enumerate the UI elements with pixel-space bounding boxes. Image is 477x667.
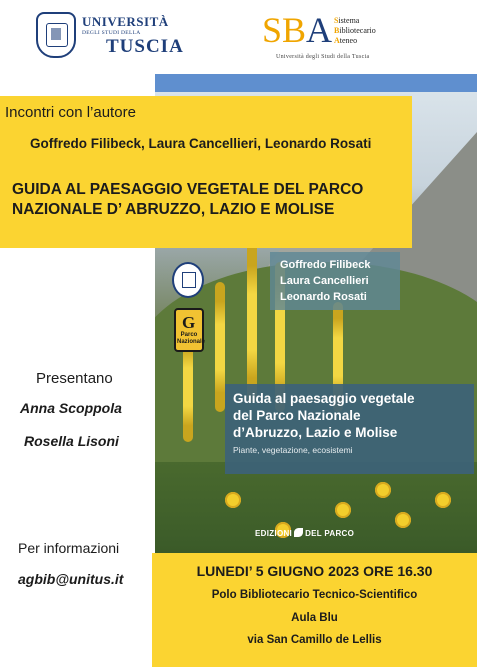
- park-logo-text: Parco Nazionale: [177, 332, 206, 345]
- presenter-name: Rosella Lisoni: [24, 433, 119, 449]
- event-title-line: GUIDA AL PAESAGGIO VEGETALE DEL PARCO: [12, 181, 364, 198]
- mullein-flower-spike: [247, 242, 257, 402]
- flower: [225, 492, 241, 508]
- venue-address: via San Camillo de Lellis: [247, 634, 382, 646]
- blue-accent-bar: [155, 74, 477, 92]
- venue-room: Aula Blu: [291, 612, 338, 624]
- cover-title-line: d’Abruzzo, Lazio e Molise: [233, 425, 398, 440]
- cover-author: Laura Cancellieri: [280, 275, 369, 287]
- cover-title-line: del Parco Nazionale: [233, 408, 361, 423]
- university-seal-icon: [36, 12, 76, 58]
- event-title: [12, 180, 363, 220]
- leaf-icon: [294, 528, 303, 537]
- event-series: Incontri con l’autore: [5, 104, 136, 121]
- cover-author: Leonardo Rosati: [280, 291, 367, 303]
- presenters-label: Presentano: [36, 370, 113, 387]
- contact-email-link[interactable]: agbib@unitus.it: [18, 571, 124, 587]
- event-title-line: NAZIONALE D’ ABRUZZO, LAZIO E MOLISE: [12, 201, 335, 218]
- mullein-flower-spike: [215, 282, 225, 412]
- presenter-name: Anna Scoppola: [20, 400, 122, 416]
- venue-place: Polo Bibliotecario Tecnico-Scientifico: [211, 589, 418, 601]
- sba-words: Sistema Bibliotecario Ateneo: [334, 16, 376, 45]
- cover-subtitle: Piante, vegetazione, ecosistemi: [233, 445, 353, 455]
- sba-footer: Università degli Studi della Tuscia: [276, 54, 370, 60]
- flower: [435, 492, 451, 508]
- park-logo: [174, 308, 204, 352]
- park-logo-glyph: G: [182, 313, 196, 332]
- cover-authors: [270, 252, 400, 310]
- cover-title-box: [225, 384, 474, 474]
- event-datetime: LUNEDI’ 5 GIUGNO 2023 ORE 16.30: [196, 563, 433, 579]
- event-authors: Goffredo Filibeck, Laura Cancellieri, Leonardo Rosati: [30, 136, 372, 151]
- flower: [395, 512, 411, 528]
- cover-university-seal-icon: [172, 262, 204, 298]
- university-logo: [36, 12, 184, 58]
- university-subtitle: DEGLI STUDI DELLA: [82, 30, 141, 36]
- university-name: UNIVERSITÀ: [82, 14, 169, 29]
- sba-letter-s: S: [262, 10, 283, 50]
- cover-author: Goffredo Filibeck: [280, 259, 371, 271]
- sba-monogram: [262, 10, 332, 50]
- flower: [375, 482, 391, 498]
- flower: [335, 502, 351, 518]
- info-label: Per informazioni: [18, 540, 120, 556]
- cover-publisher: EDIZIONI DEL PARCO: [255, 529, 355, 538]
- cover-title-line: Guida al paesaggio vegetale: [233, 391, 415, 406]
- sba-logo: [262, 10, 432, 66]
- university-city: TUSCIA: [106, 36, 184, 57]
- sba-letter-a: A: [306, 10, 333, 50]
- sba-letter-b: B: [282, 10, 307, 50]
